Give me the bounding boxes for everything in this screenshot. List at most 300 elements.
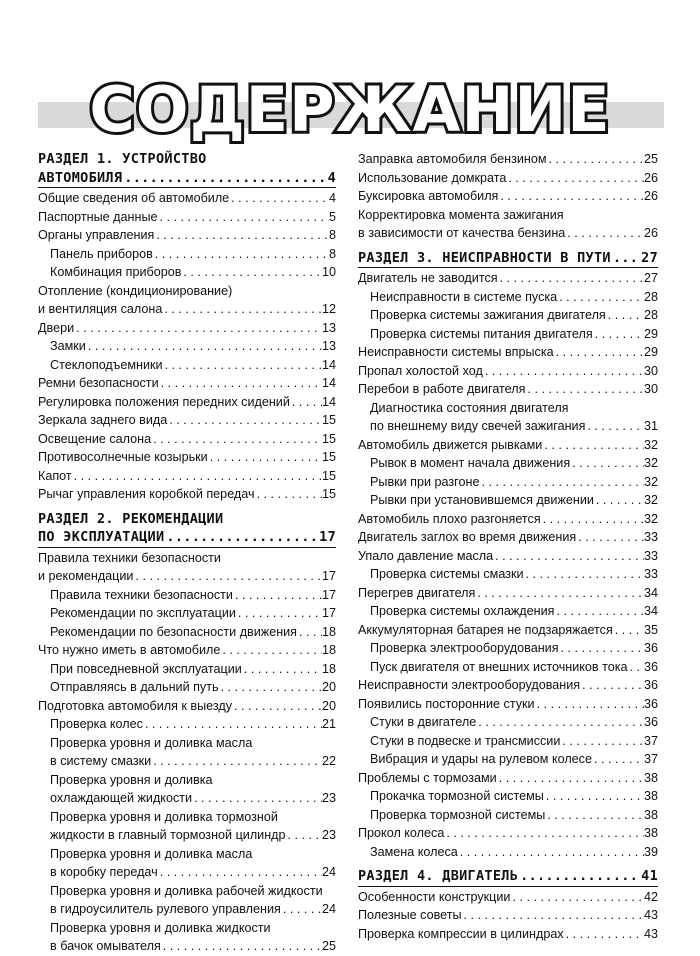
toc-entry-text: Прокол колеса (358, 826, 445, 840)
page-number: 33 (643, 567, 658, 581)
dot-leader (154, 226, 329, 245)
toc-subentry[interactable] (38, 337, 336, 356)
dot-leader (606, 306, 644, 325)
toc-subentry (358, 399, 658, 418)
dot-leader (151, 752, 322, 771)
page-title: СОДЕРЖАНИЕ (89, 73, 611, 146)
toc-entry[interactable] (358, 584, 658, 603)
dot-leader (541, 510, 644, 529)
toc-entry[interactable] (358, 528, 658, 547)
toc-entry[interactable] (358, 436, 658, 455)
toc-entry-text: Панель приборов (50, 246, 153, 261)
toc-entry[interactable] (358, 269, 658, 288)
page-number: 36 (643, 659, 658, 674)
dot-leader (255, 485, 322, 504)
toc-subentry[interactable] (38, 263, 336, 282)
dot-leader (554, 343, 644, 362)
toc-entry-text: При повседневной эксплуатации (50, 661, 242, 676)
page-number: 13 (321, 339, 336, 353)
toc-entry[interactable] (358, 547, 658, 566)
toc-subentry[interactable] (38, 789, 336, 808)
toc-subentry[interactable] (38, 900, 336, 919)
toc-entry-text: Проблемы с тормозами (358, 770, 497, 785)
toc-left-column (38, 150, 336, 956)
section-heading[interactable] (358, 249, 658, 269)
toc-subentry[interactable] (358, 658, 658, 677)
dot-leader (506, 169, 644, 188)
toc-entry-text: Стеклоподъемники (50, 357, 163, 372)
toc-entry-text: Проверка системы охлаждения (370, 604, 555, 618)
toc-entry[interactable] (358, 676, 658, 695)
dot-leader (580, 676, 644, 695)
toc-entry (38, 549, 336, 568)
toc-entry-text: Диагностика состояния двигателя (370, 400, 569, 415)
toc-entry-text: Общие сведения об автомобиле (38, 191, 230, 205)
dot-leader (232, 697, 322, 716)
toc-entry-text: в зависимости от качества бензина (358, 226, 566, 240)
page-number: 34 (643, 604, 658, 618)
dot-leader (611, 249, 641, 268)
page-number: 28 (643, 289, 658, 304)
page-number: 38 (643, 807, 658, 822)
toc-entry-text: Регулировка положения передних сидений (38, 394, 290, 409)
dot-leader (545, 806, 644, 825)
toc-entry[interactable] (38, 467, 336, 486)
toc-entry-text: охлаждающей жидкости (50, 791, 193, 805)
toc-entry (358, 206, 658, 225)
toc-entry-text: Органы управления (38, 228, 155, 242)
dot-leader (544, 787, 644, 806)
toc-right-column (358, 150, 658, 943)
page-number: 42 (643, 889, 658, 904)
dot-leader (444, 824, 644, 843)
toc-entry-text: Противосолнечные козырьки (38, 450, 208, 464)
toc-entry[interactable] (358, 187, 658, 206)
toc-entry-text: Проверка уровня и доливка жидкости (50, 920, 271, 935)
dot-leader (74, 319, 322, 338)
toc-subentry[interactable] (358, 602, 658, 621)
toc-entry[interactable] (358, 169, 658, 188)
toc-subentry (38, 771, 336, 790)
toc-entry-text: Комбинация приборов (50, 265, 182, 279)
dot-leader (593, 325, 644, 344)
dot-leader (72, 467, 322, 486)
page-number: 36 (643, 696, 658, 711)
dot-leader (208, 448, 322, 467)
toc-subentry[interactable] (38, 937, 336, 956)
toc-entry[interactable] (358, 362, 658, 381)
toc-entry-text: Проверка электрооборудования (370, 641, 559, 655)
toc-subentry[interactable] (358, 491, 658, 510)
toc-subentry[interactable] (358, 325, 658, 344)
toc-entry-text: Особенности конструкции (358, 889, 511, 904)
page-number: 30 (643, 382, 658, 396)
toc-entry-text: Рывки при установившемся движении (370, 493, 594, 507)
toc-subentry[interactable] (38, 660, 336, 679)
dot-leader (153, 245, 329, 264)
toc-subentry[interactable] (38, 586, 336, 605)
toc-entry[interactable] (38, 448, 336, 467)
dot-leader (594, 491, 644, 510)
toc-entry[interactable] (38, 319, 336, 338)
page-number: 36 (643, 641, 658, 655)
dot-leader (554, 602, 644, 621)
toc-entry-text: Проверка компрессии в цилиндрах (358, 926, 564, 941)
page-number: 38 (643, 770, 658, 785)
dot-leader (570, 454, 644, 473)
dot-leader (236, 604, 322, 623)
toc-entry-text: Паспортные данные (38, 209, 158, 224)
page-number: 38 (643, 826, 658, 840)
page-number: 32 (643, 511, 658, 526)
toc-entry[interactable] (38, 208, 336, 227)
dot-leader (167, 411, 322, 430)
dot-leader (192, 789, 322, 808)
toc-entry[interactable] (38, 393, 336, 412)
toc-entry[interactable] (38, 300, 336, 319)
page-number: 20 (321, 680, 336, 694)
toc-entry-text: Неисправности электрооборудования (358, 678, 581, 692)
dot-leader (613, 621, 644, 640)
page-number: 34 (643, 585, 658, 600)
dot-leader (281, 900, 322, 919)
page-number: 17 (319, 529, 336, 545)
toc-subentry[interactable] (358, 417, 658, 436)
toc-entry[interactable] (38, 189, 336, 208)
page-number: 36 (643, 678, 658, 692)
page-number: 14 (321, 376, 336, 390)
toc-entry-text: Пропал холостой ход (358, 363, 483, 378)
section-heading[interactable] (38, 150, 336, 188)
page-number: 39 (643, 844, 658, 859)
section-heading[interactable] (38, 510, 336, 548)
page-number: 27 (643, 271, 658, 285)
dot-leader (219, 678, 322, 697)
toc-entry-text: Неисправности в системе пуска (370, 289, 558, 304)
toc-entry[interactable] (358, 510, 658, 529)
dot-leader (220, 641, 322, 660)
toc-entry-text: в бачок омывателя (50, 939, 161, 953)
dot-leader (535, 695, 644, 714)
toc-entry-text: Правила техники безопасности (50, 587, 233, 602)
dot-leader (122, 169, 327, 188)
page-number: 14 (321, 357, 336, 372)
dot-leader (462, 906, 644, 925)
page-number: 37 (643, 733, 658, 748)
toc-subentry[interactable] (358, 454, 658, 473)
page-number: 21 (321, 717, 336, 731)
dot-leader (524, 565, 644, 584)
toc-entry[interactable] (38, 641, 336, 660)
dot-leader (86, 337, 322, 356)
toc-entry-text: Заправка автомобиля бензином (358, 152, 547, 166)
dot-leader (162, 300, 322, 319)
toc-subentry[interactable] (38, 356, 336, 375)
toc-entry-text: Проверка уровня и доливка масла (50, 846, 253, 861)
toc-entry-text: Перебои в работе двигателя (358, 382, 526, 396)
toc-entry-text: Корректировка момента зажигания (358, 207, 564, 222)
page-number: 43 (643, 926, 658, 941)
dot-leader (565, 224, 644, 243)
page-number: 18 (321, 661, 336, 676)
toc-entry-text: Стуки в двигателе (370, 715, 477, 729)
dot-leader (161, 937, 322, 956)
dot-leader (628, 658, 644, 677)
toc-entry-text: жидкости в главный тормозной цилиндр (50, 828, 286, 842)
toc-entry-text: Неисправности системы впрыска (358, 345, 554, 359)
dot-leader (542, 436, 644, 455)
toc-subentry[interactable] (38, 826, 336, 845)
toc-entry[interactable] (38, 430, 336, 449)
toc-subentry (38, 882, 336, 901)
toc-entry-text: и рекомендации (38, 569, 134, 583)
dot-leader (557, 288, 644, 307)
page-number: 4 (327, 169, 336, 186)
page-number: 4 (328, 191, 336, 205)
page-number: 33 (643, 530, 658, 544)
dot-leader (164, 528, 319, 547)
page-number: 29 (643, 326, 658, 341)
toc-entry-text: в гидроусилитель рулевого управления (50, 902, 281, 916)
toc-subentry (38, 845, 336, 864)
toc-entry-text: Подготовка автомобиля к выезду (38, 698, 233, 713)
toc-entry-text: Ремни безопасности (38, 376, 159, 390)
toc-entry-text: Использование домкрата (358, 170, 507, 185)
dot-leader (233, 586, 322, 605)
dot-leader (493, 547, 644, 566)
page-number: 12 (321, 302, 336, 316)
dot-leader (560, 732, 644, 751)
page-number: 17 (321, 569, 336, 583)
toc-entry[interactable] (358, 695, 658, 714)
dot-leader (510, 888, 644, 907)
toc-entry-text: Рывок в момент начала движения (370, 456, 571, 470)
page-number: 25 (321, 939, 336, 953)
dot-leader (476, 713, 644, 732)
toc-subentry (38, 808, 336, 827)
page-number: 18 (321, 643, 336, 657)
page-number: 43 (643, 908, 658, 922)
page-number: 28 (643, 308, 658, 322)
page-number: 27 (641, 249, 658, 266)
toc-subentry[interactable] (358, 713, 658, 732)
toc-entry-text: Двери (38, 320, 75, 335)
dot-leader (498, 269, 644, 288)
toc-subentry[interactable] (358, 732, 658, 751)
page-number: 15 (321, 450, 336, 464)
toc-entry-text: Прокачка тормозной системы (370, 789, 544, 803)
toc-entry-text: Рычаг управления коробкой передач (38, 487, 255, 501)
page-number: 17 (321, 587, 336, 602)
toc-entry-text: в коробку передач (50, 865, 158, 879)
page-number: 5 (328, 209, 336, 224)
page-number: 20 (321, 698, 336, 713)
toc-subentry (38, 734, 336, 753)
toc-entry[interactable] (358, 925, 658, 944)
dot-leader (518, 867, 641, 886)
toc-subentry[interactable] (358, 473, 658, 492)
dot-leader (151, 430, 322, 449)
toc-entry-text: Стуки в подвеске и трансмиссии (370, 733, 561, 748)
toc-entry-text: Рекомендации по безопасности движения (50, 624, 298, 639)
toc-entry-text: Проверка системы смазки (370, 567, 524, 581)
page-number: 33 (643, 548, 658, 563)
toc-entry-text: Проверка колес (50, 717, 143, 731)
page-number: 26 (643, 226, 658, 240)
toc-entry-text: Отправляясь в дальний путь (50, 680, 219, 694)
dot-leader (479, 473, 644, 492)
dot-leader (559, 639, 644, 658)
page-number: 15 (321, 468, 336, 483)
page-number: 17 (321, 606, 336, 620)
toc-entry-text: Правила техники безопасности (38, 550, 221, 565)
page-number: 38 (643, 789, 658, 803)
toc-entry-text: Замена колеса (370, 844, 458, 859)
toc-subentry[interactable] (358, 787, 658, 806)
toc-subentry[interactable] (38, 715, 336, 734)
page-number: 32 (643, 437, 658, 452)
toc-subentry[interactable] (38, 623, 336, 642)
dot-leader (290, 393, 322, 412)
page-number: 13 (321, 320, 336, 335)
toc-entry[interactable] (358, 769, 658, 788)
dot-leader (475, 584, 644, 603)
page-number: 32 (643, 456, 658, 470)
dot-leader (564, 925, 644, 944)
toc-entry[interactable] (38, 567, 336, 586)
toc-entry[interactable] (358, 824, 658, 843)
section-heading-text: РАЗДЕЛ 4. ДВИГАТЕЛЬ (358, 868, 519, 884)
toc-entry-text: Аккумуляторная батарея не подзаряжается (358, 622, 613, 637)
dot-leader (158, 208, 329, 227)
page-number: 26 (643, 170, 658, 185)
toc-entry-text: Двигатель не заводится (358, 271, 498, 285)
toc-entry (38, 282, 336, 301)
toc-entry[interactable] (358, 380, 658, 399)
toc-entry[interactable] (358, 150, 658, 169)
dot-leader (159, 374, 322, 393)
toc-entry[interactable] (358, 906, 658, 925)
toc-entry-text: Проверка системы зажигания двигателя (370, 308, 606, 322)
section-heading-text: РАЗДЕЛ 2. РЕКОМЕНДАЦИИ (38, 510, 224, 527)
toc-entry-text: Проверка уровня и доливка тормозной (50, 809, 278, 824)
toc-subentry[interactable] (38, 604, 336, 623)
toc-entry-text: Проверка уровня и доливка рабочей жидкости (50, 883, 323, 898)
toc-entry-text: по внешнему виду свечей зажигания (370, 419, 586, 433)
dot-leader (498, 187, 644, 206)
toc-subentry[interactable] (358, 306, 658, 325)
dot-leader (497, 769, 644, 788)
toc-entry-text: Отопление (кондиционирование) (38, 283, 233, 298)
toc-entry-text: и вентиляция салона (38, 302, 163, 316)
page-number: 26 (643, 189, 658, 203)
dot-leader (585, 417, 644, 436)
page-number: 24 (321, 865, 336, 879)
toc-entry-text: Буксировка автомобиля (358, 189, 499, 203)
toc-entry-text: Освещение салона (38, 431, 152, 446)
toc-entry-text: Перегрев двигателя (358, 585, 476, 600)
toc-entry-text: Рывки при разгоне (370, 474, 480, 489)
toc-entry[interactable] (358, 224, 658, 243)
toc-subentry[interactable] (358, 750, 658, 769)
dot-leader (525, 380, 644, 399)
toc-subentry[interactable] (358, 565, 658, 584)
toc-entry-text: Проверка уровня и доливка (50, 772, 213, 787)
toc-subentry (38, 919, 336, 938)
toc-entry-text: Появились посторонние стуки (358, 696, 535, 711)
section-heading-text: АВТОМОБИЛЯ (38, 169, 123, 186)
toc-subentry[interactable] (358, 288, 658, 307)
dot-leader (576, 528, 644, 547)
page-number: 23 (321, 828, 336, 842)
page-number: 15 (321, 487, 336, 501)
dot-leader (163, 356, 322, 375)
toc-entry-text: Проверка тормозной системы (370, 807, 546, 822)
toc-entry-text: Упало давление масла (358, 548, 494, 563)
toc-subentry[interactable] (358, 639, 658, 658)
toc-entry[interactable] (38, 226, 336, 245)
toc-entry[interactable] (358, 343, 658, 362)
page-number: 8 (328, 246, 336, 261)
toc-subentry[interactable] (38, 678, 336, 697)
dot-leader (133, 567, 322, 586)
page-number: 15 (321, 413, 336, 427)
toc-entry-text: Двигатель заглох во время движения (358, 530, 577, 544)
toc-entry[interactable] (358, 621, 658, 640)
dot-leader (143, 715, 322, 734)
page-number: 35 (643, 622, 658, 637)
page-number: 25 (643, 152, 658, 166)
page-number: 41 (641, 868, 658, 884)
toc-subentry[interactable] (38, 245, 336, 264)
toc-entry-text: Вибрация и удары на рулевом колесе (370, 752, 592, 766)
page-number: 23 (321, 791, 336, 805)
toc-entry[interactable] (38, 374, 336, 393)
dot-leader (242, 660, 322, 679)
dot-leader (547, 150, 644, 169)
section-heading-text: ПО ЭКСПЛУАТАЦИИ (38, 529, 165, 545)
page-number: 30 (643, 363, 658, 378)
page-number: 10 (321, 265, 336, 279)
toc-entry[interactable] (38, 697, 336, 716)
page-number: 31 (643, 419, 658, 433)
dot-leader (483, 362, 644, 381)
toc-subentry[interactable] (38, 752, 336, 771)
section-heading[interactable] (358, 867, 658, 887)
page-number: 14 (321, 394, 336, 409)
toc-subentry[interactable] (38, 863, 336, 882)
toc-entry[interactable] (38, 485, 336, 504)
page-number: 18 (321, 624, 336, 639)
page-number: 29 (643, 345, 658, 359)
toc-entry-text: Рекомендации по эксплуатации (50, 606, 236, 620)
toc-entry-text: в систему смазки (50, 754, 152, 768)
dot-leader (458, 843, 644, 862)
page-number: 32 (643, 493, 658, 507)
page-number: 22 (321, 754, 336, 768)
toc-entry-text: Пуск двигателя от внешних источников тока (370, 659, 628, 674)
toc-subentry[interactable] (358, 806, 658, 825)
toc-entry[interactable] (38, 411, 336, 430)
toc-entry-text: Капот (38, 468, 72, 483)
dot-leader (181, 263, 322, 282)
page-number: 8 (328, 228, 336, 242)
page-number: 32 (643, 474, 658, 489)
toc-entry[interactable] (358, 888, 658, 907)
toc-entry-text: Замки (50, 339, 86, 353)
page-number: 37 (643, 752, 658, 766)
toc-subentry[interactable] (358, 843, 658, 862)
